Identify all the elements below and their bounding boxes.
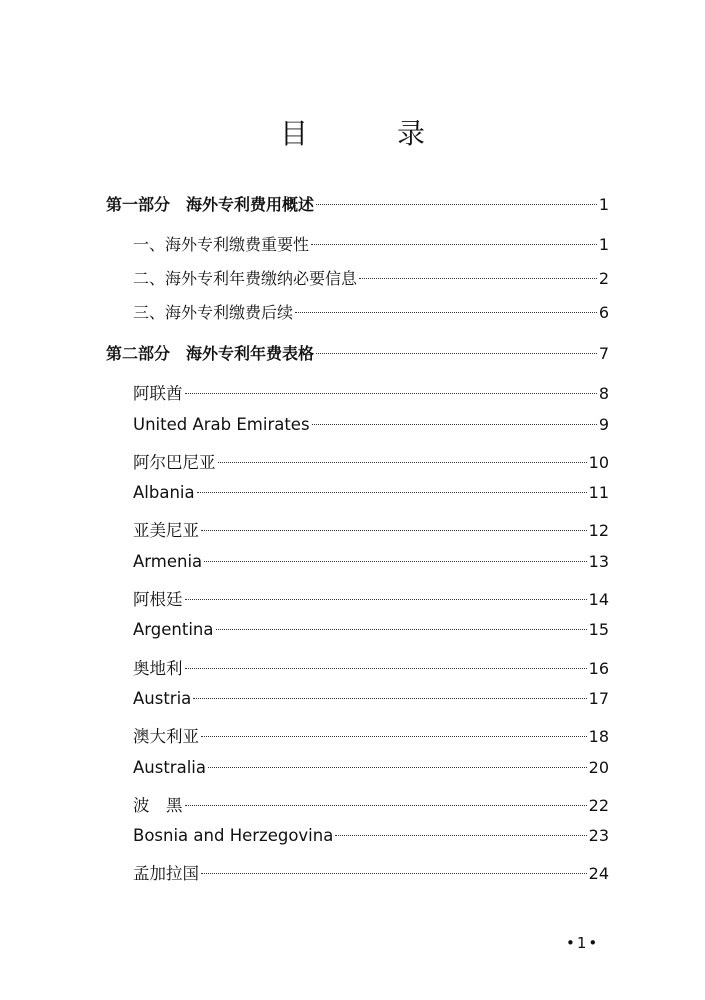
toc-page-number: 17 (588, 689, 609, 708)
dot-leader (359, 278, 597, 279)
toc-page-number: 15 (588, 620, 609, 639)
toc-page-number: 20 (588, 758, 609, 777)
toc-page-number: 2 (598, 269, 609, 288)
dot-leader (193, 698, 586, 699)
toc-entry[interactable] (133, 826, 609, 852)
toc-entry-label: Armenia (133, 552, 203, 571)
toc-entry-label: 奥地利 (133, 659, 183, 678)
toc-entry[interactable] (133, 689, 609, 715)
toc-entry[interactable] (133, 449, 609, 475)
toc-entry-label: 澳大利亚 (133, 727, 199, 746)
toc-entry-label: United Arab Emirates (133, 415, 310, 434)
toc-page-number: 1 (598, 235, 609, 254)
toc-entry[interactable] (133, 723, 609, 749)
dot-leader (185, 599, 587, 600)
dot-leader (316, 353, 597, 354)
toc-page-number: 7 (598, 344, 609, 363)
toc-entry[interactable] (133, 483, 609, 509)
toc-page-number: 24 (588, 864, 609, 883)
toc-entry-label: 孟加拉国 (133, 864, 199, 883)
dot-leader (201, 736, 587, 737)
dot-leader (218, 462, 587, 463)
toc-section-1-3[interactable] (133, 300, 609, 326)
dot-leader (295, 312, 597, 313)
toc-page-number: 8 (598, 384, 609, 403)
toc-section-label: 一、海外专利缴费重要性 (133, 235, 310, 254)
toc-section-1-1[interactable] (133, 232, 609, 258)
toc-entry[interactable] (133, 860, 609, 886)
toc-page-number: 18 (588, 727, 609, 746)
toc-entry-label: Austria (133, 689, 192, 708)
toc-page-number: 12 (588, 521, 609, 540)
dot-leader (185, 393, 597, 394)
toc-entry-label: Bosnia and Herzegovina (133, 826, 334, 845)
toc-page-number: 11 (588, 483, 609, 502)
toc-entry-label: 阿联酋 (133, 384, 183, 403)
toc-entry[interactable] (133, 792, 609, 818)
toc-part-label: 第一部分 海外专利费用概述 (106, 195, 315, 214)
toc-section-label: 三、海外专利缴费后续 (133, 303, 294, 322)
page-number-footer: •1• (566, 934, 600, 952)
dot-leader (208, 767, 587, 768)
dot-leader (316, 204, 597, 205)
dot-leader (311, 244, 597, 245)
dot-leader (201, 873, 587, 874)
toc-entry[interactable] (133, 758, 609, 784)
toc-entry-label: 阿根廷 (133, 590, 183, 609)
toc-page-number: 16 (588, 659, 609, 678)
toc-entry-label: Australia (133, 758, 206, 777)
toc-page-number: 14 (588, 590, 609, 609)
toc-entry[interactable] (133, 380, 609, 406)
toc-page-number: 23 (588, 826, 609, 845)
toc-entry[interactable] (133, 517, 609, 543)
dot-leader (335, 835, 586, 836)
toc-section-1-2[interactable] (133, 266, 609, 292)
toc-page-number: 13 (588, 552, 609, 571)
dot-leader (185, 668, 587, 669)
toc-entry[interactable] (133, 620, 609, 646)
toc-entry-label: 亚美尼亚 (133, 521, 199, 540)
toc-page-number: 1 (598, 195, 609, 214)
toc-section-label: 二、海外专利年费缴纳必要信息 (133, 269, 358, 288)
toc-entry-label: 波 黑 (133, 796, 183, 815)
toc-page-number: 6 (598, 303, 609, 322)
toc-part-2[interactable] (106, 341, 609, 367)
dot-leader (185, 805, 587, 806)
toc-entry[interactable] (133, 655, 609, 681)
dot-leader (204, 561, 586, 562)
dot-leader (197, 492, 587, 493)
toc-entry-label: 阿尔巴尼亚 (133, 453, 216, 472)
toc-entry[interactable] (133, 415, 609, 441)
toc-entry[interactable] (133, 586, 609, 612)
dot-leader (216, 629, 587, 630)
page-title: 目 录 (280, 117, 465, 150)
toc-part-label: 第二部分 海外专利年费表格 (106, 344, 315, 363)
dot-leader (201, 530, 587, 531)
dot-leader (312, 424, 597, 425)
toc-entry-label: Argentina (133, 620, 214, 639)
toc-entry-label: Albania (133, 483, 195, 502)
toc-page-number: 9 (598, 415, 609, 434)
toc-page-number: 22 (588, 796, 609, 815)
toc-entry[interactable] (133, 552, 609, 578)
toc-part-1[interactable] (106, 192, 609, 218)
toc-page-number: 10 (588, 453, 609, 472)
